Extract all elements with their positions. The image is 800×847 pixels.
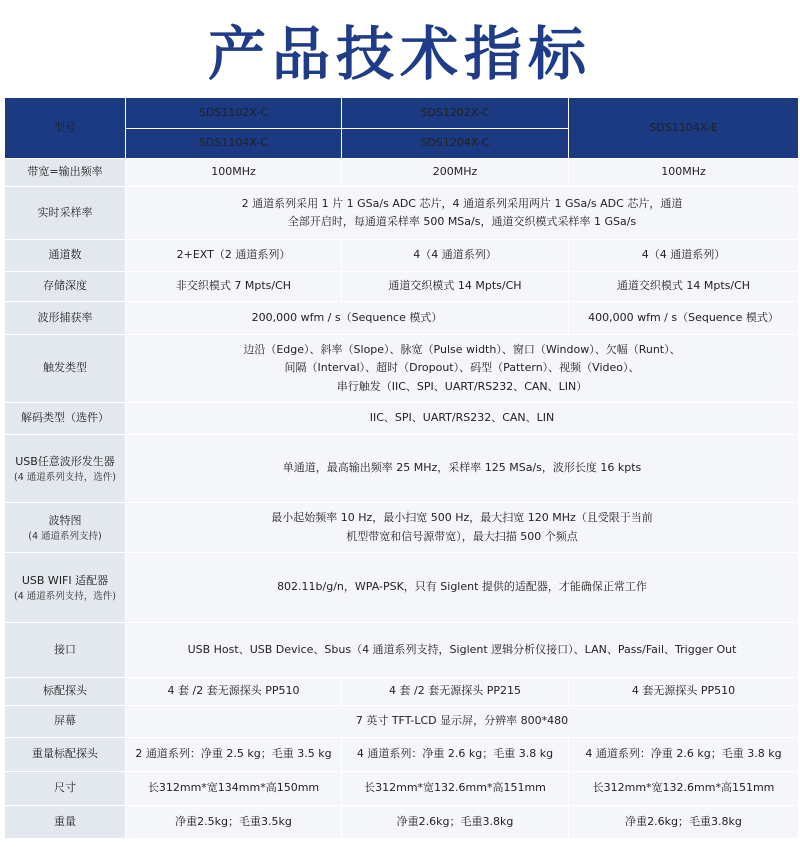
spec-table xyxy=(4,97,799,839)
table-row xyxy=(5,435,799,503)
header-row xyxy=(5,98,799,129)
table-cell: 400,000 wfm / s（Sequence 模式） xyxy=(569,302,799,335)
table-cell: 4（4 通道系列） xyxy=(569,240,799,272)
table-row xyxy=(5,806,799,839)
row-label: 标配探头 xyxy=(5,678,126,706)
row-label xyxy=(5,503,126,553)
model-header-cell: SDS1104X-E xyxy=(569,98,799,159)
table-row xyxy=(5,240,799,272)
table-row xyxy=(5,772,799,806)
table-row xyxy=(5,738,799,772)
cell-line: 间隔（Interval）、超时（Dropout）、码型（Pattern）、视频（Video）、 xyxy=(284,361,640,375)
table-cell: 100MHz xyxy=(126,159,342,187)
row-label-note: (4 通道系列支持) xyxy=(28,530,102,542)
table-cell: 200,000 wfm / s（Sequence 模式） xyxy=(126,302,569,335)
row-label: 波形捕获率 xyxy=(5,302,126,335)
table-cell: 通道交织模式 14 Mpts/CH xyxy=(342,272,569,302)
table-row xyxy=(5,302,799,335)
row-label xyxy=(5,553,126,623)
row-label-note: (4 通道系列支持，选件) xyxy=(14,590,116,602)
table-cell: USB Host、USB Device、Sbus（4 通道系列支持，Siglent 逻辑分析仪接口）、LAN、Pass/Fail、Trigger Out xyxy=(126,623,799,678)
cell-line: 全部开启时，每通道采样率 500 MSa/s，通道交织模式采样率 1 GSa/s xyxy=(287,215,637,228)
model-header-label: 型号 xyxy=(5,98,126,159)
table-row xyxy=(5,159,799,187)
table-row xyxy=(5,403,799,435)
table-cell: 净重2.6kg；毛重3.8kg xyxy=(569,806,799,839)
cell-line: 边沿（Edge）、斜率（Slope）、脉宽（Pulse width）、窗口（Window）、欠幅（Runt）、 xyxy=(243,343,681,357)
model-header-cell: SDS1202X-C xyxy=(342,98,569,129)
cell-line: 2 通道系列采用 1 片 1 GSa/s ADC 芯片，4 通道系列采用两片 1 GSa/s ADC 芯片，通道 xyxy=(241,196,683,210)
table-cell: 802.11b/g/n，WPA-PSK，只有 Siglent 提供的适配器，才能确保正常工作 xyxy=(126,553,799,623)
table-row xyxy=(5,272,799,302)
table-cell: 长312mm*宽132.6mm*高151mm xyxy=(342,772,569,806)
table-cell: 4 通道系列：净重 2.6 kg；毛重 3.8 kg xyxy=(569,738,799,772)
table-cell: 净重2.5kg；毛重3.5kg xyxy=(126,806,342,839)
cell-line: 机型带宽和信号源带宽），最大扫描 500 个频点 xyxy=(346,529,578,543)
row-label-main: 波特图 xyxy=(48,513,82,527)
page-title: 产品技术指标 xyxy=(207,19,592,88)
table-cell: 长312mm*宽134mm*高150mm xyxy=(126,772,342,806)
table-row xyxy=(5,706,799,738)
table-row xyxy=(5,503,799,553)
table-row xyxy=(5,623,799,678)
row-label: 通道数 xyxy=(5,240,126,272)
row-label: 重量标配探头 xyxy=(5,738,126,772)
table-cell: 2 通道系列：净重 2.5 kg；毛重 3.5 kg xyxy=(126,738,342,772)
row-label xyxy=(5,435,126,503)
model-header-cell: SDS1104X-C xyxy=(126,129,342,159)
cell-line: 串行触发（IIC、SPI、UART/RS232、CAN、LIN） xyxy=(336,379,588,393)
table-cell xyxy=(126,335,799,403)
table-cell: 7 英寸 TFT-LCD 显示屏，分辨率 800*480 xyxy=(126,706,799,738)
row-label-main: USB任意波形发生器 xyxy=(15,454,115,468)
row-label-note: (4 通道系列支持，选件) xyxy=(14,471,116,483)
table-cell: 200MHz xyxy=(342,159,569,187)
table-cell: 通道交织模式 14 Mpts/CH xyxy=(569,272,799,302)
table-row xyxy=(5,553,799,623)
table-cell: 4（4 通道系列） xyxy=(342,240,569,272)
row-label: 触发类型 xyxy=(5,335,126,403)
row-label: 带宽=输出频率 xyxy=(5,159,126,187)
table-cell: 100MHz xyxy=(569,159,799,187)
table-cell xyxy=(126,187,799,240)
row-label: 实时采样率 xyxy=(5,187,126,240)
table-row xyxy=(5,187,799,240)
table-cell: 单通道，最高输出频率 25 MHz，采样率 125 MSa/s，波形长度 16 kpts xyxy=(126,435,799,503)
table-cell xyxy=(126,503,799,553)
table-cell: 2+EXT（2 通道系列） xyxy=(126,240,342,272)
table-cell: IIC、SPI、UART/RS232、CAN、LIN xyxy=(126,403,799,435)
model-header-cell: SDS1204X-C xyxy=(342,129,569,159)
table-cell: 非交织模式 7 Mpts/CH xyxy=(126,272,342,302)
row-label: 重量 xyxy=(5,806,126,839)
row-label: 接口 xyxy=(5,623,126,678)
table-cell: 净重2.6kg；毛重3.8kg xyxy=(342,806,569,839)
table-row xyxy=(5,335,799,403)
table-cell: 4 通道系列：净重 2.6 kg；毛重 3.8 kg xyxy=(342,738,569,772)
cell-line: 最小起始频率 10 Hz，最小扫宽 500 Hz，最大扫宽 120 MHz（且受限于当前 xyxy=(271,511,653,525)
row-label: 屏幕 xyxy=(5,706,126,738)
table-cell: 长312mm*宽132.6mm*高151mm xyxy=(569,772,799,806)
row-label-main: USB WIFI 适配器 xyxy=(21,573,109,587)
row-label: 解码类型（选件） xyxy=(5,403,126,435)
model-header-cell: SDS1102X-C xyxy=(126,98,342,129)
table-row xyxy=(5,678,799,706)
table-cell: 4 套 /2 套无源探头 PP510 xyxy=(126,678,342,706)
row-label: 存储深度 xyxy=(5,272,126,302)
table-cell: 4 套 /2 套无源探头 PP215 xyxy=(342,678,569,706)
row-label: 尺寸 xyxy=(5,772,126,806)
table-cell: 4 套无源探头 PP510 xyxy=(569,678,799,706)
